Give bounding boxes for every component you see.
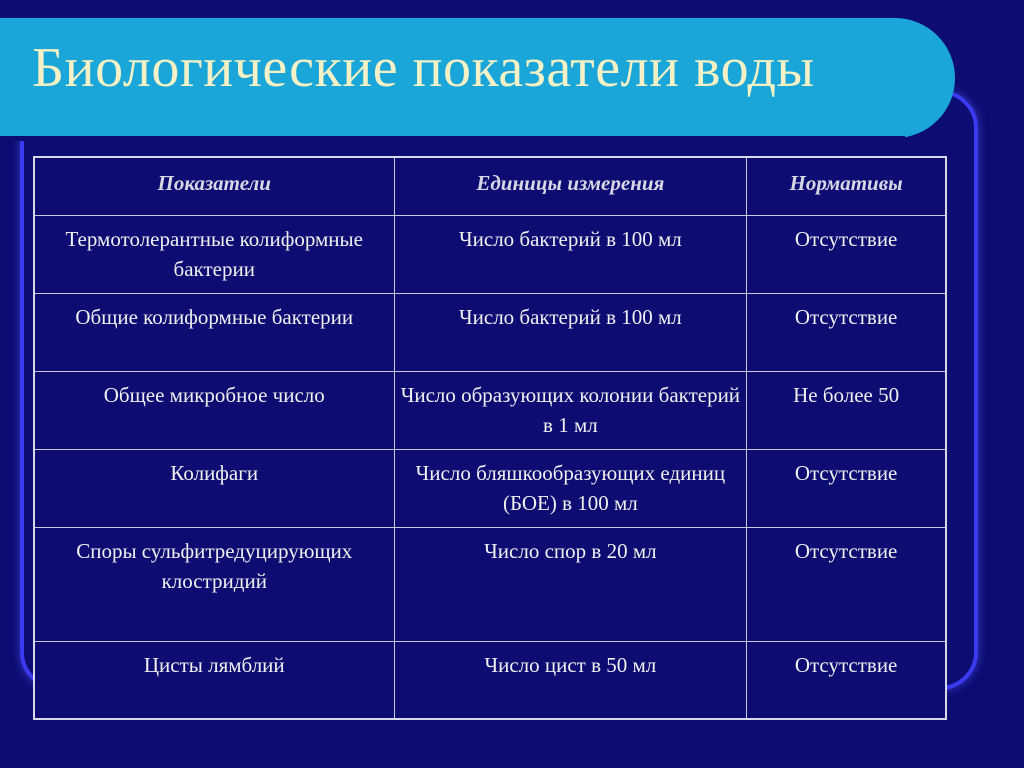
- cell-norm: Отсутствие: [747, 527, 946, 641]
- header-indicators: Показатели: [34, 157, 394, 215]
- cell-norm: Отсутствие: [747, 293, 946, 371]
- cell-indicator: Общие колиформные бактерии: [34, 293, 394, 371]
- table-row: [34, 449, 946, 527]
- cell-indicator: Колифаги: [34, 449, 394, 527]
- cell-indicator: Термотолерантные колиформные бактерии: [34, 215, 394, 293]
- cell-norm: Отсутствие: [747, 641, 946, 719]
- title-underline: [0, 136, 905, 141]
- cell-unit: Число цист в 50 мл: [394, 641, 747, 719]
- table-header-row: [34, 157, 946, 215]
- cell-indicator: Споры сульфитредуцирующих клостридий: [34, 527, 394, 641]
- cell-norm: Не более 50: [747, 371, 946, 449]
- cell-indicator: Цисты лямблий: [34, 641, 394, 719]
- table-row: [34, 527, 946, 641]
- table-row: [34, 293, 946, 371]
- cell-unit: Число спор в 20 мл: [394, 527, 747, 641]
- table-row: [34, 371, 946, 449]
- cell-indicator: Общее микробное число: [34, 371, 394, 449]
- cell-unit: Число образующих колонии бактерий в 1 мл: [394, 371, 747, 449]
- cell-unit: Число бактерий в 100 мл: [394, 293, 747, 371]
- cell-norm: Отсутствие: [747, 215, 946, 293]
- header-norms: Нормативы: [747, 157, 946, 215]
- cell-norm: Отсутствие: [747, 449, 946, 527]
- cell-unit: Число бляшкообразующих единиц (БОЕ) в 100 мл: [394, 449, 747, 527]
- indicators-table: [33, 156, 947, 720]
- table-row: [34, 641, 946, 719]
- header-units: Единицы измерения: [394, 157, 747, 215]
- table-row: [34, 215, 946, 293]
- cell-unit: Число бактерий в 100 мл: [394, 215, 747, 293]
- slide-title: Биологические показатели воды: [32, 37, 815, 99]
